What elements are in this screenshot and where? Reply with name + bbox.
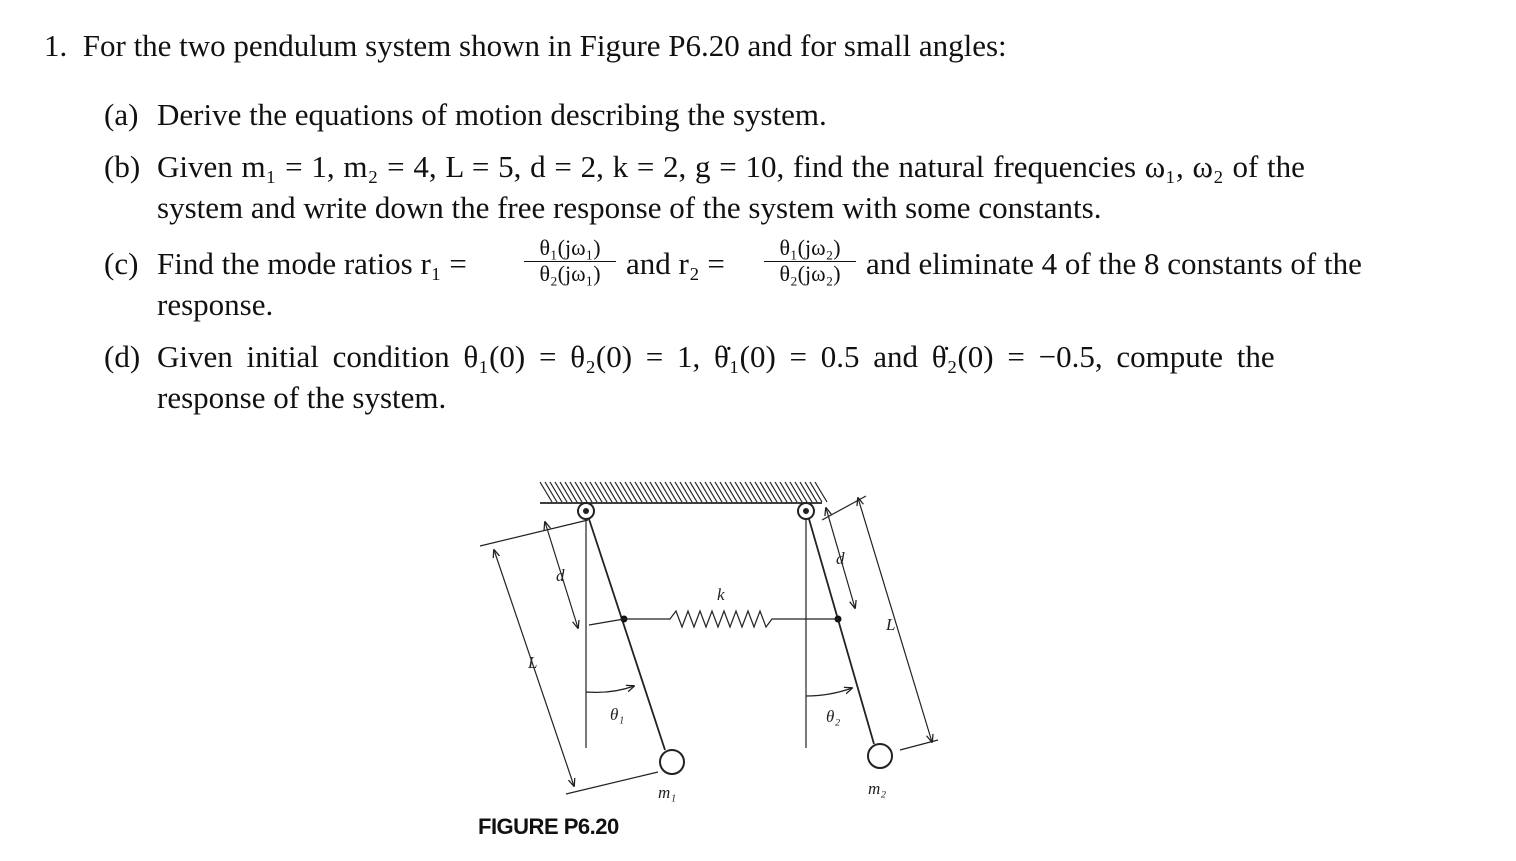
ceiling-hatch: [795, 482, 807, 502]
ceiling-hatch: [735, 482, 747, 502]
label-k: k: [717, 585, 725, 604]
ceiling: [540, 482, 827, 503]
ceiling-hatch: [580, 482, 592, 502]
ceiling-hatch: [695, 482, 707, 502]
label-m2: m₂: [868, 779, 887, 798]
ceiling-hatch: [605, 482, 617, 502]
ceiling-hatch: [745, 482, 757, 502]
fraction-r2-denominator: θ₂(jω₂): [779, 261, 841, 286]
ceiling-hatch: [635, 482, 647, 502]
ceiling-hatch: [810, 482, 822, 502]
part-a-label: (a): [104, 97, 139, 132]
part-c-lead: Find the mode ratios r₁ =: [157, 246, 467, 281]
ceiling-hatch: [615, 482, 627, 502]
part-c-mid: and r₂ =: [626, 246, 725, 281]
ceiling-hatch: [665, 482, 677, 502]
spring-k: [589, 611, 838, 627]
ceiling-hatch: [715, 482, 727, 502]
ceiling-hatch: [785, 482, 797, 502]
part-d-label: (d): [104, 339, 141, 374]
label-theta1: θ₁: [610, 705, 625, 724]
ceiling-hatch: [675, 482, 687, 502]
mass-m1-icon: [660, 750, 684, 774]
ceiling-hatch: [790, 482, 802, 502]
ceiling-hatch: [625, 482, 637, 502]
label-theta2: θ₂: [826, 707, 841, 726]
theta2-arc: [806, 688, 852, 696]
figure-caption: FIGURE P6.20: [478, 814, 619, 839]
ceiling-hatch: [760, 482, 772, 502]
ceiling-hatch: [610, 482, 622, 502]
ceiling-hatch: [650, 482, 662, 502]
ceiling-hatch: [655, 482, 667, 502]
ceiling-hatch: [565, 482, 577, 502]
theta1-arc: [586, 686, 634, 692]
ceiling-hatch: [730, 482, 742, 502]
ceiling-hatch: [540, 482, 552, 502]
ceiling-hatch: [575, 482, 587, 502]
mass-m2-icon: [868, 744, 892, 768]
part-d-line2: response of the system.: [157, 380, 447, 415]
ceiling-hatch: [640, 482, 652, 502]
fraction-r2-numerator: θ₁(jω₂): [764, 236, 856, 262]
part-d-line1: Given initial condition θ₁(0) = θ₂(0) = 1, θ̇₁(0) = 0.5 and θ̇₂(0) = −0.5, compute the: [157, 339, 1275, 374]
ceiling-hatch: [645, 482, 657, 502]
fraction-r1-denominator: θ₂(jω₁): [539, 261, 601, 286]
ceiling-hatch: [690, 482, 702, 502]
ceiling-hatch: [755, 482, 767, 502]
ceiling-hatch: [620, 482, 632, 502]
ceiling-hatch: [670, 482, 682, 502]
ceiling-hatch: [630, 482, 642, 502]
ceiling-hatch: [780, 482, 792, 502]
problem-number: 1.: [44, 28, 68, 63]
ceiling-hatch: [775, 482, 787, 502]
ceiling-hatch: [680, 482, 692, 502]
ceiling-hatch: [740, 482, 752, 502]
ceiling-hatch: [770, 482, 782, 502]
ceiling-hatch: [815, 482, 827, 502]
ceiling-hatch: [660, 482, 672, 502]
part-a-text: Derive the equations of motion describing the system.: [157, 97, 827, 132]
ceiling-hatch: [800, 482, 812, 502]
ceiling-hatch: [585, 482, 597, 502]
part-c-line2: response.: [157, 287, 274, 322]
pendulum-rod-left: [589, 519, 665, 750]
ceiling-hatch: [710, 482, 722, 502]
ceiling-hatch: [705, 482, 717, 502]
problem-intro-text: For the two pendulum system shown in Figure P6.20 and for small angles:: [82, 28, 1007, 63]
part-b-line2: system and write down the free response of the system with some constants.: [157, 190, 1102, 225]
part-b-label: (b): [104, 149, 141, 184]
label-L-right: L: [886, 615, 896, 634]
ceiling-hatch: [600, 482, 612, 502]
ceiling-hatch: [570, 482, 582, 502]
ceiling-hatch: [805, 482, 817, 502]
part-c-tail: and eliminate 4 of the 8 constants of the: [866, 246, 1362, 281]
label-m1: m₁: [658, 783, 677, 802]
label-L-left: L: [528, 653, 538, 672]
ceiling-hatch: [545, 482, 557, 502]
ceiling-hatch: [720, 482, 732, 502]
part-c-label: (c): [104, 246, 139, 281]
label-d-right: d: [836, 549, 845, 568]
ceiling-hatch: [725, 482, 737, 502]
part-b-line1: Given m₁ = 1, m₂ = 4, L = 5, d = 2, k = 2, g = 10, find the natural frequencies ω₁, ω₂ of the: [157, 149, 1305, 184]
ceiling-hatch: [595, 482, 607, 502]
ceiling-hatch: [555, 482, 567, 502]
ceiling-hatch: [685, 482, 697, 502]
ceiling-hatch: [750, 482, 762, 502]
ceiling-hatch: [700, 482, 712, 502]
ceiling-hatch: [550, 482, 562, 502]
ceiling-hatch: [590, 482, 602, 502]
ceiling-hatch: [560, 482, 572, 502]
fraction-r1-numerator: θ₁(jω₁): [524, 236, 616, 262]
ceiling-hatch: [765, 482, 777, 502]
label-d-left: d: [556, 566, 565, 585]
